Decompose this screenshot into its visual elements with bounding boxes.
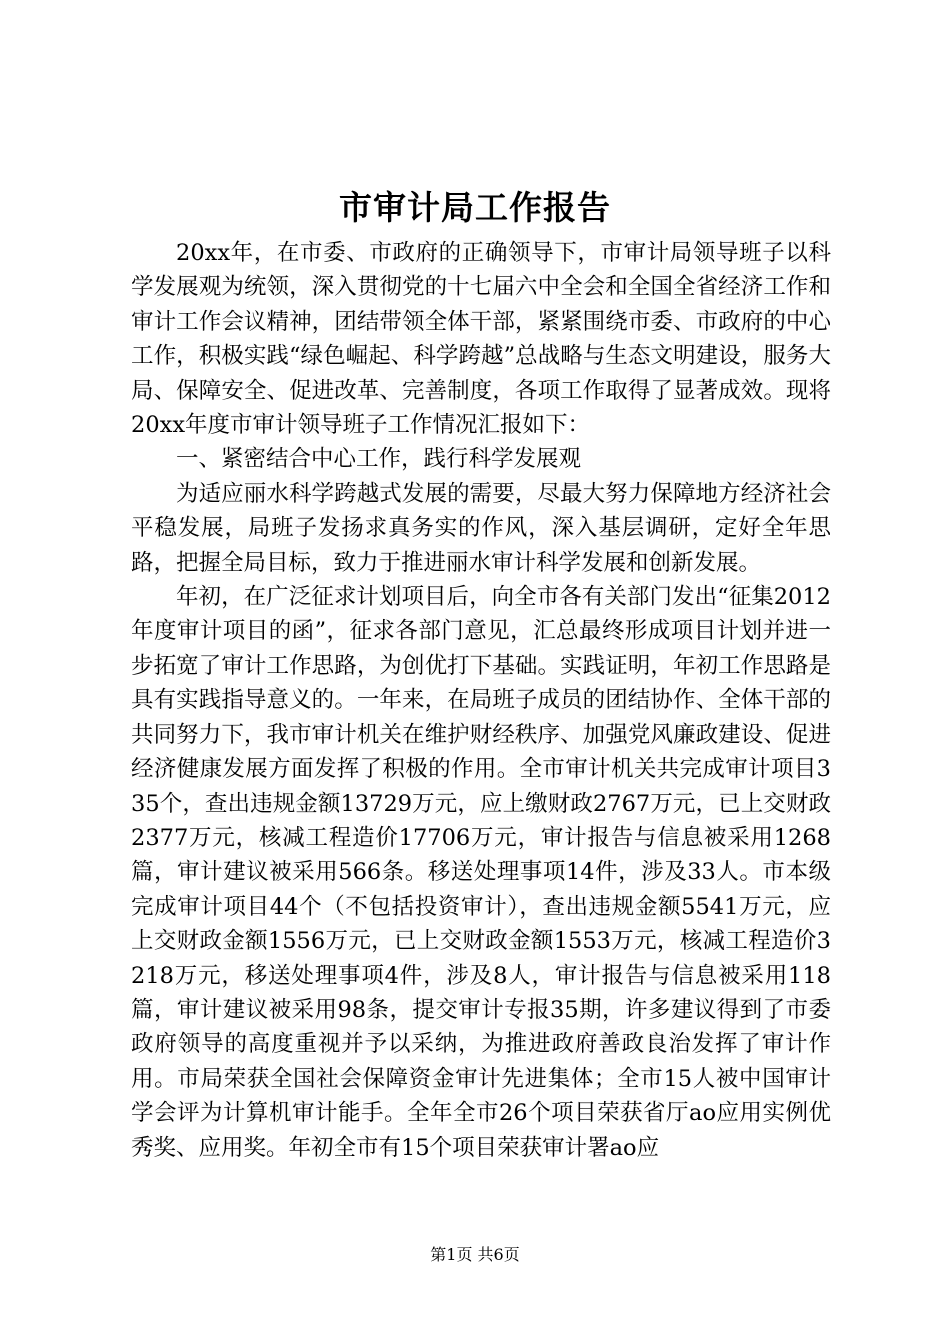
document-title: 市审计局工作报告: [339, 188, 611, 227]
section-heading-1: 一、紧密结合中心工作，践行科学发展观: [176, 446, 582, 473]
paragraph-intro: 20xx年，在市委、市政府的正确领导下，市审计局领导班子以科学发展观为统领，深入贯彻党的十七届六中全会和全国全省经济工作和审计工作会议精神，团结带领全体干部，紧紧围绕市委、市政府的中心工作，积极实践“绿色崛起、科学跨越”总战略与生态文明建设，服务大局、保障安全、促进改革、完善制度，各项工作取得了显著成效。现将20xx年度市审计领导班子工作情况汇报如下：: [131, 240, 831, 439]
page-number-footer: 第1页 共6页: [430, 1245, 520, 1264]
document-body: [131, 236, 831, 1165]
paragraph-results: 年初，在广泛征求计划项目后，向全市各有关部门发出“征集2012年度审计项目的函”，征求各部门意见，汇总最终形成项目计划并进一步拓宽了审计工作思路，为创优打下基础。实践证明，年初工作思路是具有实践指导意义的。一年来，在局班子成员的团结协作、全体干部的共同努力下，我市审计机关在维护财经秩序、加强党风廉政建设、促进经济健康发展方面发挥了积极的作用。全市审计机关共完成审计项目335个，查出违规金额13729万元，应上缴财政2767万元，已上交财政2377万元，核减工程造价17706万元，审计报告与信息被采用1268篇，审计建议被采用566条。移送处理事项14件，涉及33人。市本级完成审计项目44个（不包括投资审计），查出违规金额5541万元，应上交财政金额1556万元，已上交财政金额1553万元，核减工程造价3218万元，移送处理事项4件，涉及8人，审计报告与信息被采用118篇，审计建议被采用98条，提交审计专报35期，许多建议得到了市委政府领导的高度重视并予以采纳，为推进政府善政良治发挥了审计作用。市局荣获全国社会保障资金审计先进集体；全市15人被中国审计学会评为计算机审计能手。全年全市26个项目荣获省厅ao应用实例优秀奖、应用奖。年初全市有15个项目荣获审计署ao应: [131, 584, 831, 1161]
paragraph-section-1: 为适应丽水科学跨越式发展的需要，尽最大努力保障地方经济社会平稳发展，局班子发扬求真务实的作风，深入基层调研，定好全年思路，把握全局目标，致力于推进丽水审计科学发展和创新发展。: [131, 480, 831, 576]
